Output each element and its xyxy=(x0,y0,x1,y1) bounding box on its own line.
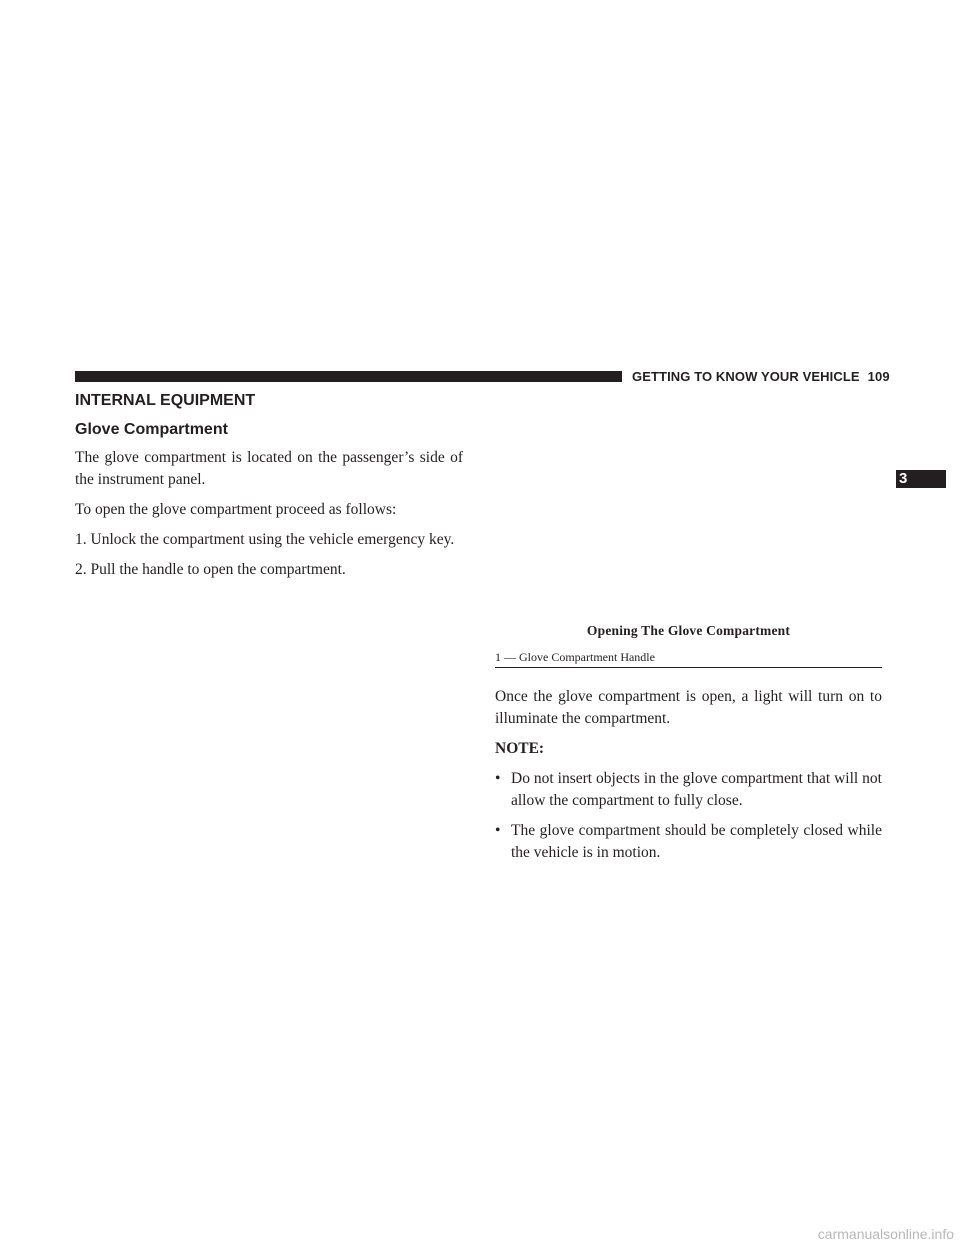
figure-image-area xyxy=(495,395,882,617)
note-text: The glove compartment should be completely closed while the vehicle is in motion. xyxy=(511,822,882,861)
note-item xyxy=(495,820,882,864)
step-item: 1. Unlock the compartment using the vehicle emergency key. xyxy=(75,531,455,548)
running-header-title: GETTING TO KNOW YOUR VEHICLE xyxy=(632,369,860,384)
steps-intro: To open the glove compartment proceed as follows: xyxy=(75,501,397,518)
step-item: 2. Pull the handle to open the compartment. xyxy=(75,561,346,578)
note-text: Do not insert objects in the glove compartment that will not allow the compartment to fully close. xyxy=(511,770,882,809)
running-header xyxy=(632,369,890,384)
page-number: 109 xyxy=(867,369,890,384)
bullet-icon: • xyxy=(495,822,501,839)
intro-paragraph: The glove compartment is located on the passenger’s side of the instrument panel. xyxy=(75,449,463,488)
note-item xyxy=(495,768,882,812)
figure-caption: Opening The Glove Compartment xyxy=(586,623,791,638)
watermark xyxy=(0,1226,960,1242)
subsection-title: Glove Compartment xyxy=(75,421,228,438)
section-title: INTERNAL EQUIPMENT xyxy=(75,392,256,409)
right-column xyxy=(495,686,882,872)
figure-legend: 1 — Glove Compartment Handle xyxy=(495,650,882,668)
left-column xyxy=(75,447,463,589)
bullet-icon: • xyxy=(495,770,501,787)
light-paragraph: Once the glove compartment is open, a light will turn on to illuminate the compartment. xyxy=(495,688,882,727)
watermark-text: carmanualsonline.info xyxy=(817,1226,954,1242)
header-rule xyxy=(75,371,622,382)
chapter-tab: 3 xyxy=(896,470,946,488)
note-label: NOTE: xyxy=(495,740,545,757)
